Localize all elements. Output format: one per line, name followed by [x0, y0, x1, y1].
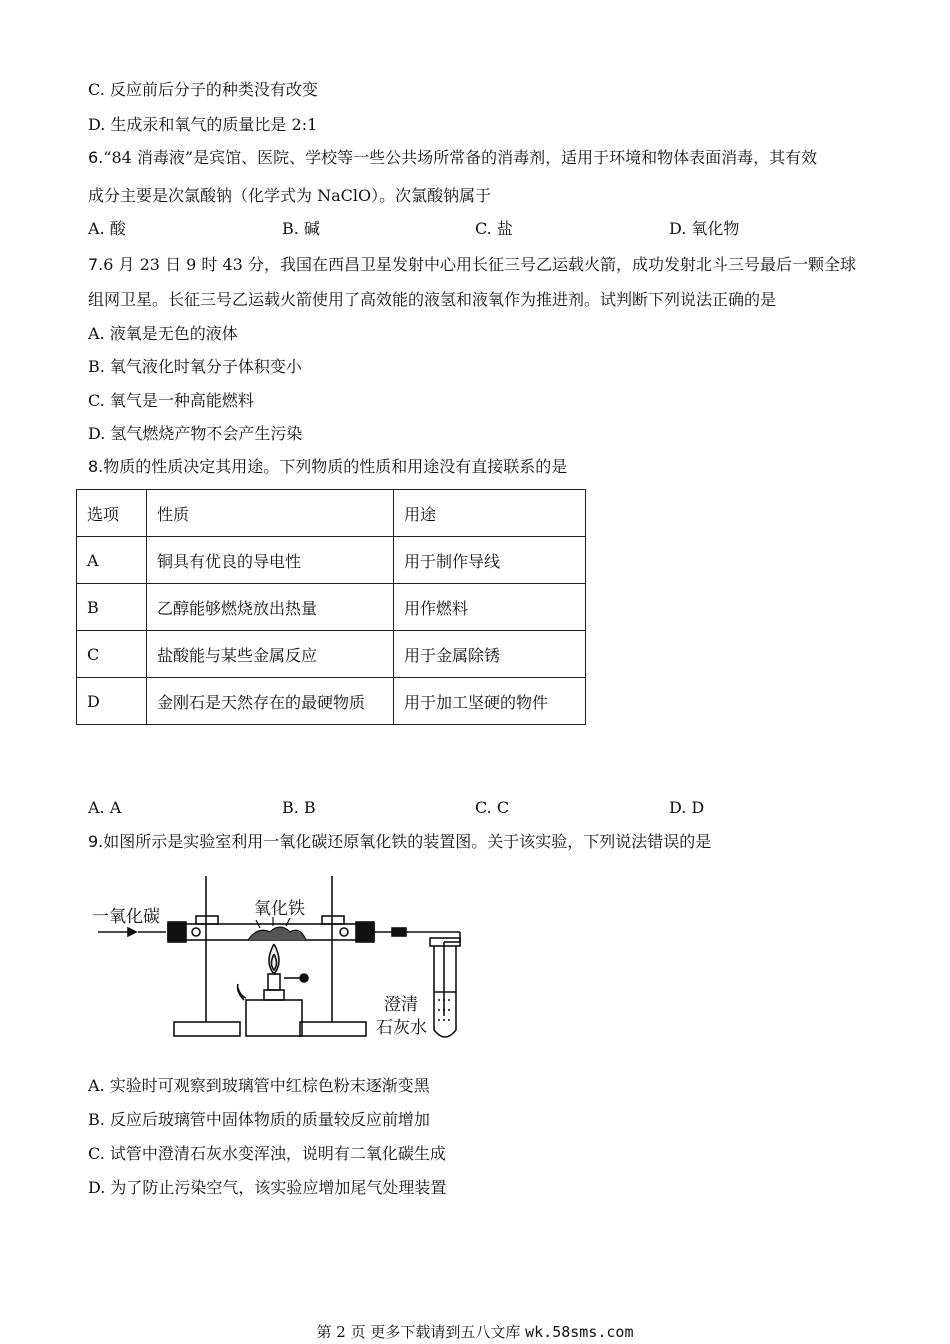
q7-stem-line2: 组网卫星。长征三号乙运载火箭使用了高效能的液氢和液氧作为推进剂。试判断下列说法正确的是	[88, 290, 777, 309]
q6-option-a: A. 酸	[88, 219, 126, 238]
q8-stem-text: 物质的性质决定其用途。下列物质的性质和用途没有直接联系的是	[103, 457, 568, 476]
iron-oxide-label: 氧化铁	[254, 899, 305, 919]
table-header-cell: 用途	[394, 490, 586, 537]
q6-stem-line1	[88, 148, 817, 168]
q5-option-c: C. 反应前后分子的种类没有改变	[88, 80, 318, 99]
q9-number: 9.	[88, 832, 104, 851]
table-cell: B	[77, 584, 147, 631]
table-cell: D	[77, 678, 147, 725]
q9-option-a: A. 实验时可观察到玻璃管中红棕色粉末逐渐变黑	[88, 1076, 430, 1095]
alcohol-burner	[238, 974, 308, 1036]
co-label: 一氧化碳	[92, 907, 160, 927]
q7-option-d: D. 氢气燃烧产物不会产生污染	[88, 424, 303, 443]
limewater-label-1: 澄清	[384, 995, 418, 1015]
q6-line1-text: “84 消毒液”是宾馆、医院、学校等一些公共场所常备的消毒剂，适用于环境和物体表面消毒，其有效	[103, 148, 818, 167]
q9-stem-text: 如图所示是实验室利用一氧化碳还原氧化铁的装置图。关于该实验，下列说法错误的是	[103, 832, 712, 851]
table-row	[77, 631, 586, 678]
table-row	[77, 678, 586, 725]
table-row	[77, 584, 586, 631]
q7-option-a: A. 液氧是无色的液体	[88, 324, 238, 343]
table-cell: 用于加工坚硬的物件	[394, 678, 586, 725]
co-reduction-apparatus-figure	[88, 870, 488, 1050]
iron-oxide-powder	[248, 917, 306, 940]
burner-flame	[269, 944, 279, 974]
table-cell: 用作燃料	[394, 584, 586, 631]
q7-option-b: B. 氧气液化时氧分子体积变小	[88, 357, 302, 376]
table-cell: 铜具有优良的导电性	[147, 537, 394, 584]
footer-site-link[interactable]: wk.58sms.com	[525, 1323, 634, 1341]
footer-text: 第 2 页 更多下载请到五八文库	[316, 1323, 526, 1341]
q8-option-c: C. C	[475, 798, 510, 817]
gas-inlet-arrow	[98, 928, 166, 936]
q7-line1-text: 6 月 23 日 9 时 43 分，我国在西昌卫星发射中心用长征三号乙运载火箭，成功发射北斗三号最后一颗全球	[103, 255, 856, 274]
table-cell: 用于制作导线	[394, 537, 586, 584]
table-cell: 盐酸能与某些金属反应	[147, 631, 394, 678]
q7-option-c: C. 氧气是一种高能燃料	[88, 391, 254, 410]
table-cell: 金刚石是天然存在的最硬物质	[147, 678, 394, 725]
table-cell: C	[77, 631, 147, 678]
q9-option-b: B. 反应后玻璃管中固体物质的质量较反应前增加	[88, 1110, 430, 1129]
table-header-cell: 选项	[77, 490, 147, 537]
q6-option-d: D. 氧化物	[669, 219, 740, 238]
q6-number: 6.	[88, 148, 104, 167]
q6-option-c: C. 盐	[475, 219, 513, 238]
iron-stand-left	[174, 876, 240, 1036]
q7-number: 7.	[88, 255, 104, 274]
table-row	[77, 537, 586, 584]
q8-option-b: B. B	[282, 798, 316, 817]
property-use-table	[76, 489, 586, 725]
test-tube-limewater	[430, 938, 460, 1037]
q8-option-a: A. A	[88, 798, 122, 817]
iron-stand-right	[300, 876, 366, 1036]
q8-option-d: D. D	[669, 798, 705, 817]
q6-option-b: B. 碱	[282, 219, 320, 238]
table-cell: 用于金属除锈	[394, 631, 586, 678]
q9-option-d: D. 为了防止污染空气，该实验应增加尾气处理装置	[88, 1178, 447, 1197]
page-footer	[0, 1322, 950, 1342]
q8-stem	[88, 457, 567, 477]
q9-stem	[88, 832, 711, 852]
q8-number: 8.	[88, 457, 104, 476]
table-cell: 乙醇能够燃烧放出热量	[147, 584, 394, 631]
table-header-cell: 性质	[147, 490, 394, 537]
limewater-label-2: 石灰水	[376, 1018, 427, 1038]
q5-option-d: D. 生成汞和氧气的质量比是 2:1	[88, 115, 318, 134]
table-header-row	[77, 490, 586, 537]
q7-stem-line1	[88, 255, 856, 275]
q9-option-c: C. 试管中澄清石灰水变浑浊，说明有二氧化碳生成	[88, 1144, 446, 1163]
q6-stem-line2: 成分主要是次氯酸钠（化学式为 NaClO）。次氯酸钠属于	[88, 186, 492, 205]
table-cell: A	[77, 537, 147, 584]
